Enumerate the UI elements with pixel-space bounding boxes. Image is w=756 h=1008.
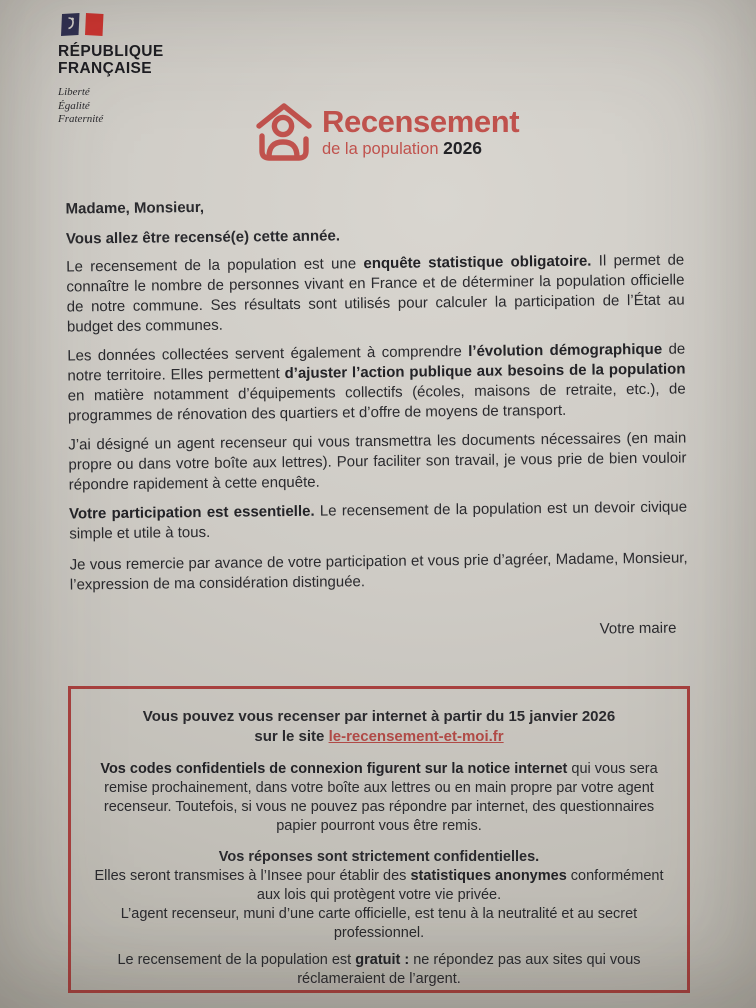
census-year: 2026 [443, 137, 483, 158]
motto-liberte: Liberté [58, 86, 90, 98]
motto-fraternite: Fraternité [58, 113, 104, 125]
census-website-link[interactable]: le-recensement-et-moi.fr [328, 728, 504, 745]
signature: Votre maire [599, 619, 677, 638]
census-logo-text [322, 103, 520, 159]
paragraph-obligation [66, 251, 685, 338]
paragraph-donnees [67, 339, 686, 426]
notice-intro [89, 707, 669, 747]
conf-title: Vos réponses sont strictement confidentielles. [218, 849, 540, 865]
gratuit-bold: gratuit : [355, 952, 410, 968]
conf-text-1: Elles seront transmises à l’Insee pour établir des [94, 868, 411, 884]
conf-insee [89, 867, 669, 905]
census-subtitle [322, 139, 519, 159]
paragraph-participation [69, 497, 687, 544]
conf-text-2: conformément aux lois qui protègent votre vie privée. [256, 868, 664, 903]
p2-text-2: de notre territoire. Elles permettent [67, 340, 686, 385]
notice-intro-line2 [89, 727, 669, 747]
gratuit-text-1: Le recensement de la population est [117, 952, 356, 968]
gov-motto [58, 86, 164, 127]
letter-body [65, 193, 688, 646]
p2-text: Les données collectées servent également à comprendre [67, 342, 469, 365]
motto-egalite: Égalité [58, 99, 90, 112]
gratuit-text-2: ne répondez pas aux sites qui vous réclameraient de l’argent. [297, 952, 641, 987]
codes-text: qui vous sera remise prochainement, dans votre boîte aux lettres ou en main propre par votre agent recenseur. Toutefois, si vous ne pouvez pas répondre par internet, des questionnaires papier pourront vous être remis. [103, 761, 658, 834]
p4-text: Le recensement de la population est un devoir civique simple et utile à tous. [69, 498, 688, 543]
conf-agent: L’agent recenseur, muni d’une carte officielle, est tenu à la neutralité et au secret professionnel. [120, 906, 638, 941]
p1-text-2: Il permet de connaître le nombre de personnes vivant en France et de déterminer la population officielle de notre commune. Ses résultats sont utilisés pour calculer la participation de l’État au budget des communes. [66, 251, 685, 336]
notice-site-prefix: sur le site [254, 728, 329, 745]
notice-codes [89, 760, 669, 836]
notice-confidentialite [89, 848, 669, 943]
p1-bold: enquête statistique obligatoire. [363, 252, 592, 273]
gov-name-line1: RÉPUBLIQUE [58, 43, 164, 60]
republique-francaise-logo [58, 12, 164, 127]
paragraph-agent: J’ai désigné un agent recenseur qui vous transmettra les documents nécessaires (en main propre ou dans votre boîte aux lettres). Pour faciliter son travail, je vous prie de bien vouloir répondre rapidement à cette enquête. [68, 429, 687, 494]
notice-box [68, 686, 690, 993]
notice-gratuit [89, 951, 669, 989]
census-logo [251, 100, 519, 164]
conf-bold: statistiques anonymes [410, 868, 567, 884]
paragraph-remerciement: Je vous remercie par avance de votre participation et vous prie d’agréer, Madame, Monsieur, l’expression de ma considération distinguée. [69, 549, 688, 594]
letter-heading: Vous allez être recensé(e) cette année. [65, 227, 341, 248]
gov-name-line2: FRANÇAISE [58, 60, 153, 77]
codes-bold: Vos codes confidentiels de connexion figurent sur la notice internet [100, 761, 568, 777]
notice-intro-line1: Vous pouvez vous recenser par internet à partir du 15 janvier 2026 [142, 708, 616, 725]
census-house-person-icon [251, 100, 317, 164]
gov-name [58, 43, 164, 77]
census-title: Recensement [322, 103, 520, 139]
p2-bold-1: l’évolution démographique [468, 340, 663, 360]
p2-text-3: en matière notamment d’équipements collectifs (écoles, maisons de retraite, etc.), de programmes de rénovation des quartiers et d’offre de moyens de transport. [67, 380, 686, 425]
salutation: Madame, Monsieur, [65, 198, 205, 218]
p2-bold-2: d’ajuster l’action publique aux besoins de la population [284, 360, 686, 383]
p4-bold: Votre participation est essentielle. [68, 502, 315, 523]
french-flag-marianne-icon [60, 12, 106, 37]
p1-text: Le recensement de la population est une [66, 255, 364, 276]
census-subtitle-text: de la population [322, 139, 439, 158]
